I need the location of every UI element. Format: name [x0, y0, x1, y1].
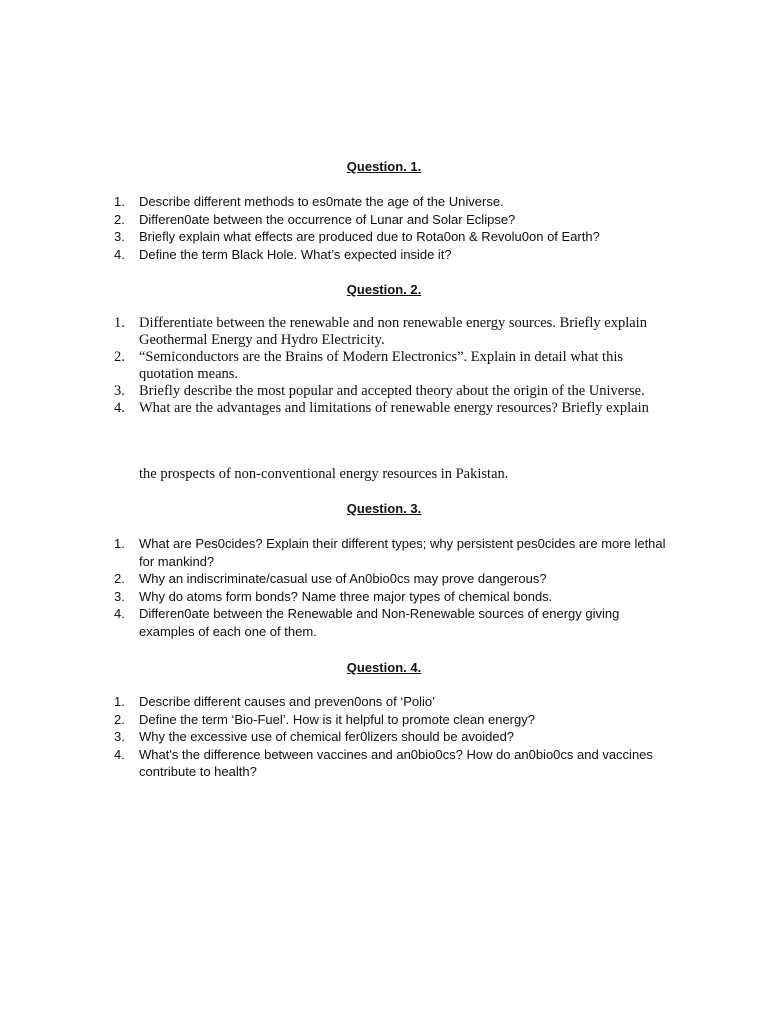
list-item	[114, 711, 674, 729]
item-text: What are Pes0cides? Explain their different types; why persistent pes0cides are more lethal for mankind?	[139, 536, 666, 569]
list-item	[114, 605, 674, 640]
section-title: Question. 4.	[346, 660, 422, 675]
list-item	[114, 400, 674, 417]
list-item	[114, 535, 674, 570]
item-text: Why do atoms form bonds? Name three major types of chemical bonds.	[139, 588, 553, 604]
list-item	[114, 246, 674, 264]
item-number: 2.	[114, 349, 125, 365]
item-number: 4.	[114, 746, 125, 762]
item-number: 1.	[114, 694, 125, 709]
item-continuation-text: the prospects of non-conventional energy resources in Pakistan.	[139, 466, 509, 482]
question-list	[114, 315, 674, 417]
item-number: 3.	[114, 383, 125, 399]
item-number: 2.	[114, 211, 125, 227]
item-number: 3.	[114, 229, 125, 244]
item-text: Describe different methods to es0mate the age of the Universe.	[139, 194, 504, 209]
item-number: 4.	[114, 246, 125, 262]
item-text: Describe different causes and preven0ons of ‘Polio’	[139, 694, 436, 709]
item-text: Briefly explain what effects are produced due to Rota0on & Revolu0on of Earth?	[139, 229, 600, 244]
item-number: 2.	[114, 711, 125, 727]
item-number: 3.	[114, 729, 125, 744]
list-item	[114, 588, 674, 606]
item-text: Define the term Black Hole. What’s expected inside it?	[139, 246, 452, 262]
list-item	[114, 349, 674, 383]
item-number: 2.	[114, 571, 125, 586]
item-text: What are the advantages and limitations of renewable energy resources? Briefly explain	[139, 400, 649, 416]
item-text: Differen0ate between the Renewable and Non-Renewable sources of energy giving examples of each one of them.	[139, 606, 620, 639]
item-number: 1.	[114, 536, 125, 551]
section-title: Question. 1.	[346, 159, 422, 174]
item-number: 4.	[114, 606, 125, 621]
question-list	[114, 693, 674, 781]
item-text: What's the difference between vaccines and an0bio0cs? How do an0bio0cs and vaccines contribute to health?	[139, 746, 653, 779]
list-item	[114, 211, 674, 229]
list-item	[114, 728, 674, 746]
question-list	[114, 535, 674, 640]
list-item	[114, 570, 674, 588]
section-title: Question. 3.	[346, 501, 422, 516]
item-number: 3.	[114, 588, 125, 604]
list-item	[114, 193, 674, 211]
item-number: 4.	[114, 400, 125, 416]
item-text: Differentiate between the renewable and non renewable energy sources. Briefly explain Geothermal Energy and Hydro Electricity.	[139, 315, 647, 348]
section-title: Question. 2.	[346, 282, 422, 297]
item-text: Briefly describe the most popular and accepted theory about the origin of the Universe.	[139, 383, 645, 399]
list-item	[114, 746, 674, 781]
question-list	[114, 193, 674, 263]
list-item	[114, 228, 674, 246]
list-item	[114, 315, 674, 349]
item-text: Why an indiscriminate/casual use of An0bio0cs may prove dangerous?	[139, 571, 547, 586]
item-number: 1.	[114, 315, 125, 331]
item-text: Define the term ‘Bio-Fuel’. How is it helpful to promote clean energy?	[139, 711, 535, 727]
item-text: “Semiconductors are the Brains of Modern Electronics”. Explain in detail what this quotation means.	[139, 349, 624, 382]
list-item	[114, 383, 674, 400]
item-number: 1.	[114, 194, 125, 209]
item-text: Differen0ate between the occurrence of Lunar and Solar Eclipse?	[139, 211, 516, 227]
item-text: Why the excessive use of chemical fer0lizers should be avoided?	[139, 729, 515, 744]
list-item	[114, 693, 674, 711]
